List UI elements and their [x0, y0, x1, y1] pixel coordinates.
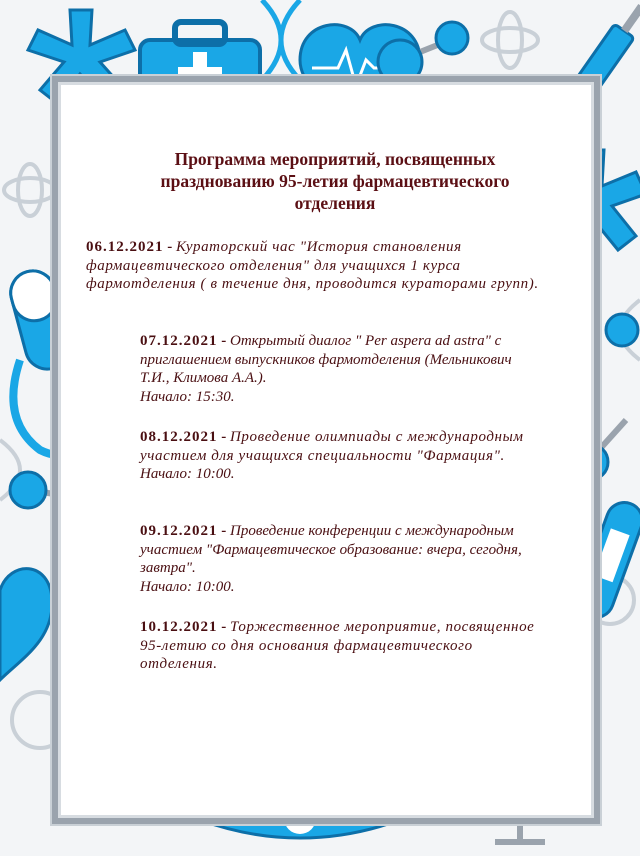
event-dash: - [217, 523, 230, 539]
event-description: Открытый диалог " Per aspera ad astra" с приглашением выпускников фармотделения (Мельникович Т.И., Климова А.А.). [140, 333, 512, 387]
event-date: 10.12.2021 [140, 619, 218, 635]
event-06-12 [86, 238, 546, 294]
event-dash: - [163, 239, 176, 255]
event-description: Торжественное мероприятие, посвященное 95-летию со дня основания фармацевтического отделения. [140, 619, 535, 673]
event-10-12 [140, 618, 540, 674]
event-date: 09.12.2021 [140, 523, 218, 539]
event-description: Проведение олимпиады с международным участием для учащихся специальности "Фармация". [140, 429, 524, 464]
event-start-time: Начало: 10:00. [140, 466, 235, 483]
event-dash: - [217, 429, 230, 445]
event-09-12 [140, 522, 540, 596]
page-title: Программа мероприятий, посвященных празднованию 95-летия фармацевтического отделения [160, 149, 510, 213]
event-07-12 [140, 332, 540, 406]
event-description: Проведение конференции с международным участием "Фармацевтическое образование: вчера, сегодня, завтра". [140, 523, 522, 577]
event-description: Кураторский час "История становления фармацевтического отделения" для учащихся 1 курса фармотделения ( в течение дня, проводится кураторами групп). [86, 239, 539, 293]
event-date: 07.12.2021 [140, 333, 218, 349]
event-start-time: Начало: 10:00. [140, 578, 235, 595]
event-dash: - [217, 619, 230, 635]
event-08-12 [140, 428, 540, 484]
event-dash: - [217, 333, 230, 349]
event-start-time: Начало: 15:30. [140, 388, 235, 405]
event-date: 06.12.2021 [86, 239, 164, 255]
event-date: 08.12.2021 [140, 429, 218, 445]
